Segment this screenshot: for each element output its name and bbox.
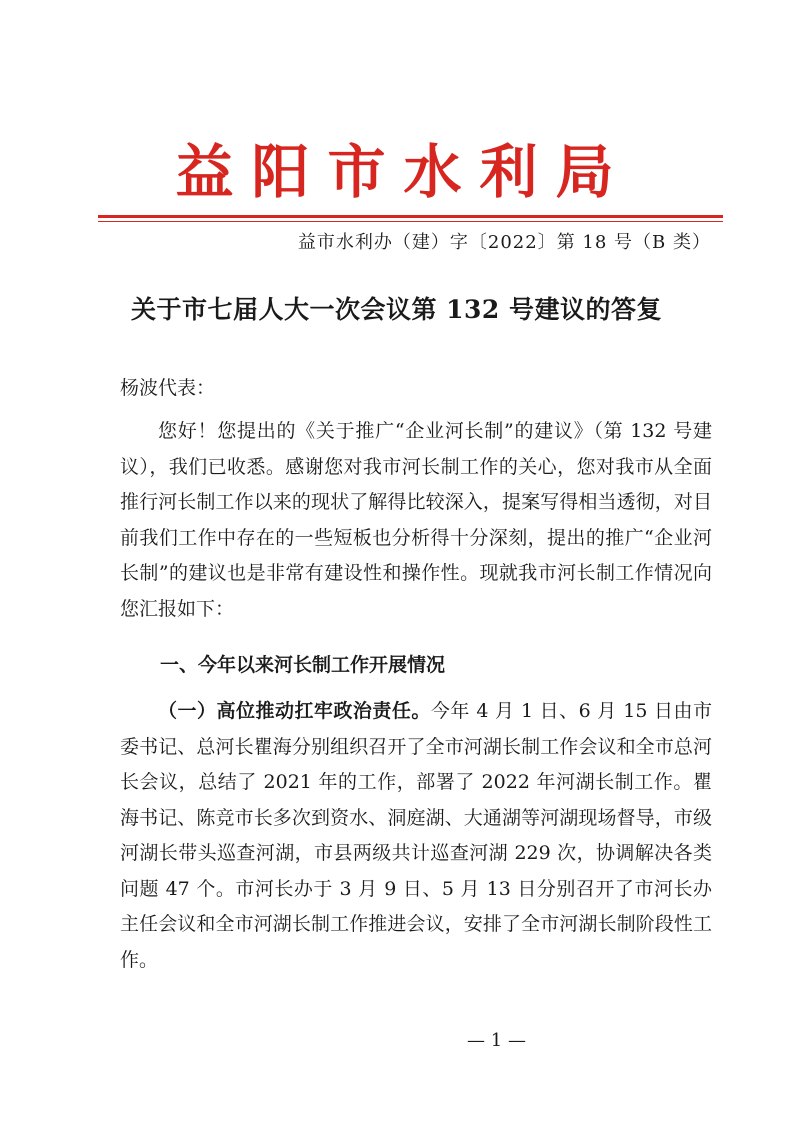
item-1-body: 今年 4 月 1 日、6 月 15 日由市委书记、总河长瞿海分别组织召开了全市河湖长制工作会议和全市总河长会议，总结了 2021 年的工作，部署了 2022 年河湖长制工作。瞿海书记、陈竞市长多次到资水、洞庭湖、大通湖等河湖现场督导，市级河湖长带头巡查河湖，市县两级共计巡查河湖 229 次，协调解决各类问题 47 个。市河长办于 3 月 9 日、5 月 13 日分别召开了市河长办主任会议和全市河湖长制工作推进会议，安排了全市河湖长制阶段性工作。 — [120, 700, 712, 971]
page-number: — 1 — — [467, 1030, 526, 1051]
document-title: 关于市七届人大一次会议第 132 号建议的答复 — [130, 295, 663, 324]
document-number: 益市水利办（建）字〔2022〕第 18 号（B 类） — [297, 232, 711, 253]
item-1-heading: （一）高位推动扛牢政治责任。 — [158, 700, 431, 722]
salutation: 杨波代表： — [120, 377, 216, 399]
agency-masthead: 益阳市水利局 — [175, 138, 632, 206]
section-heading: 一、今年以来河长制工作开展情况 — [160, 654, 446, 676]
intro-paragraph: 您好！您提出的《关于推广“企业河长制”的建议》（第 132 号建议），我们已收悉。感谢您对我市河长制工作的关心，您对我市从全面推行河长制工作以来的现状了解得比较深入，提案写得相当透彻，对目前我们工作中存在的一些短板也分析得十分深刻，提出的推广“企业河长制”的建议也是非常有建设性和操作性。现就我市河长制工作情况向您汇报如下： — [120, 420, 712, 620]
masthead-rule-thin — [98, 221, 723, 222]
item-1-paragraph — [120, 694, 712, 978]
masthead-rule-thick — [98, 215, 723, 218]
